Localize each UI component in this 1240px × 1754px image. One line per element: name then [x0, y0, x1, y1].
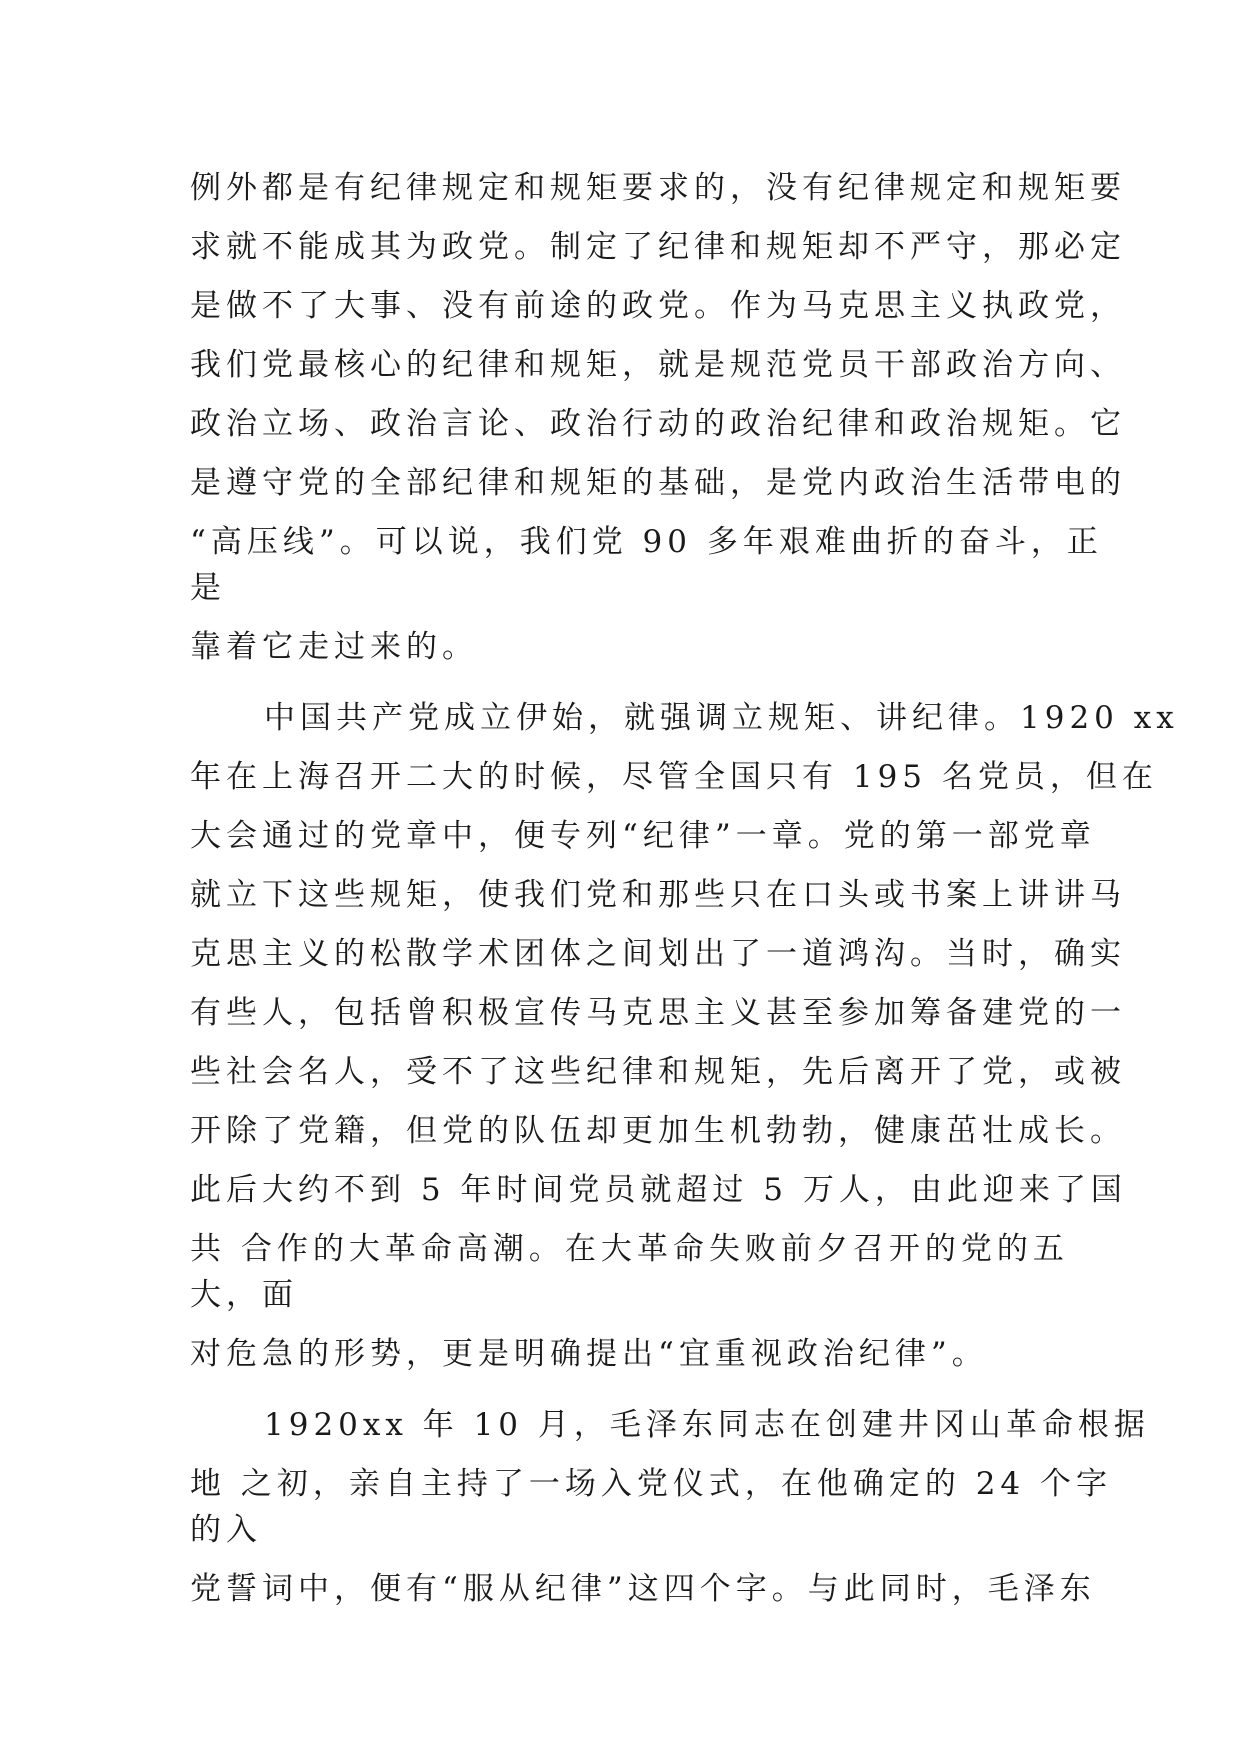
text-line: 求就不能成其为政党。制定了纪律和规矩却不严守，那必定 [190, 229, 1126, 265]
text-line: 就立下这些规矩，使我们党和那些只在口头或书案上讲讲马 [190, 877, 1126, 913]
text-line: 我们党最核心的纪律和规矩，就是规范党员干部政治方向、 [190, 347, 1126, 383]
text-line: 靠着它走过来的。 [190, 629, 478, 665]
text-line: 地 之初，亲自主持了一场入党仪式，在他确定的 24 个字 [190, 1466, 1113, 1502]
text-line: 共 合作的大革命高潮。在大革命失败前夕召开的党的五 [190, 1231, 1069, 1267]
paragraph-first-line: 1920xx 年 10 月，毛泽东同志在创建井冈山革命根据 [264, 1407, 1150, 1443]
text-line: 大，面 [190, 1277, 298, 1313]
text-line: 政治立场、政治言论、政治行动的政治纪律和政治规矩。它 [190, 406, 1126, 442]
text-line: 年在上海召开二大的时候，尽管全国只有 195 名党员，但在 [190, 759, 1158, 795]
text-line: 例外都是有纪律规定和规矩要求的，没有纪律规定和规矩要 [190, 170, 1126, 206]
text-line: 克思主义的松散学术团体之间划出了一道鸿沟。当时，确实 [190, 936, 1126, 972]
text-line: 是做不了大事、没有前途的政党。作为马克思主义执政党， [190, 288, 1126, 324]
text-line: 些社会名人，受不了这些纪律和规矩，先后离开了党，或被 [190, 1054, 1126, 1090]
text-line: 党誓词中，便有“服从纪律”这四个字。与此同时，毛泽东 [190, 1571, 1096, 1607]
text-line: 是遵守党的全部纪律和规矩的基础，是党内政治生活带电的 [190, 465, 1126, 501]
paragraph-first-line: 中国共产党成立伊始，就强调立规矩、讲纪律。1920 xx [264, 700, 1179, 736]
text-line: 有些人，包括曾积极宣传马克思主义甚至参加筹备建党的一 [190, 995, 1126, 1031]
text-line: 开除了党籍，但党的队伍却更加生机勃勃，健康茁壮成长。 [190, 1113, 1126, 1149]
text-line: 此后大约不到 5 年时间党员就超过 5 万人，由此迎来了国 [190, 1172, 1127, 1208]
text-line: 大会通过的党章中，便专列“纪律”一章。党的第一部党章 [190, 818, 1096, 854]
text-line: 对危急的形势，更是明确提出“宜重视政治纪律”。 [190, 1336, 988, 1372]
text-line: 的入 [190, 1512, 262, 1548]
text-line: 是 [190, 570, 226, 606]
text-line: “高压线”。可以说，我们党 90 多年艰难曲折的奋斗，正 [190, 524, 1103, 560]
